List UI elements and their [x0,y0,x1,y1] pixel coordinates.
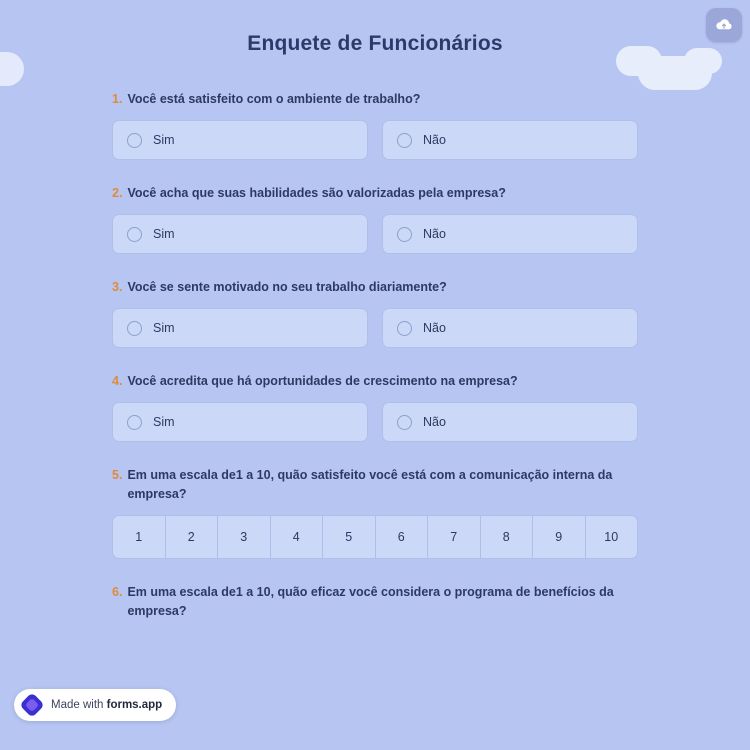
scale-cell-4[interactable]: 4 [271,516,324,558]
radio-icon[interactable] [397,321,412,336]
question-text: Você acha que suas habilidades são valorizadas pela empresa? [127,186,506,200]
scale-cell-8[interactable]: 8 [481,516,534,558]
questions-list [112,56,638,621]
option-no[interactable] [382,120,638,160]
option-no[interactable] [382,214,638,254]
scale-cell-10[interactable]: 10 [604,530,619,544]
options-row [112,402,638,442]
question-heading [112,372,638,391]
made-with-forms-app-badge[interactable] [14,689,176,721]
scale-cell-9[interactable]: 9 [533,516,586,558]
scale-cell-7[interactable]: 7 [428,516,481,558]
scale-cell-2[interactable]: 2 [166,516,219,558]
question-2 [112,184,638,254]
question-heading [112,90,638,109]
option-label: Não [423,227,446,241]
options-row [112,120,638,160]
badge-prefix: Made with [51,699,107,711]
question-number: 2. [112,186,123,200]
question-4 [112,372,638,442]
option-no[interactable] [382,308,638,348]
cloud-decoration-left [0,52,24,86]
option-label: Não [423,133,446,147]
option-yes[interactable] [112,214,368,254]
cloud-decoration-right [638,56,712,90]
question-number: 6. [112,585,123,599]
radio-icon[interactable] [397,415,412,430]
question-text: Em uma escala de1 a 10, quão eficaz você considera o programa de benefícios da empresa? [127,585,614,618]
option-label: Não [423,415,446,429]
question-text: Você acredita que há oportunidades de crescimento na empresa? [127,374,518,388]
badge-brand: forms.app [106,699,163,711]
badge-label [51,699,162,711]
cloud-upload-icon [715,18,733,32]
cloud-upload-button[interactable] [706,8,742,42]
question-5 [112,466,638,559]
page-title: Enquete de Funcionários [247,32,503,55]
options-row [112,214,638,254]
question-text: Você está satisfeito com o ambiente de trabalho? [127,92,421,106]
question-text: Você se sente motivado no seu trabalho diariamente? [127,280,447,294]
scale-cell-5[interactable]: 5 [323,516,376,558]
question-heading [112,466,638,504]
option-label: Não [423,321,446,335]
scale-cell-3[interactable]: 3 [218,516,271,558]
scale-cell-6[interactable]: 6 [376,516,429,558]
radio-icon[interactable] [397,133,412,148]
option-label: Sim [153,415,175,429]
question-heading [112,278,638,297]
options-row [112,308,638,348]
scale-options-row [112,515,638,559]
question-number: 4. [112,374,123,388]
option-label: Sim [153,321,175,335]
radio-icon[interactable] [127,321,142,336]
question-heading [112,184,638,203]
question-number: 1. [112,92,123,106]
forms-app-logo-icon [20,693,44,717]
radio-icon[interactable] [127,227,142,242]
option-label: Sim [153,133,175,147]
question-3 [112,278,638,348]
option-yes[interactable] [112,120,368,160]
radio-icon[interactable] [127,133,142,148]
option-yes[interactable] [112,402,368,442]
radio-icon[interactable] [127,415,142,430]
option-no[interactable] [382,402,638,442]
option-yes[interactable] [112,308,368,348]
option-label: Sim [153,227,175,241]
question-number: 5. [112,468,123,482]
question-heading [112,583,638,621]
question-6 [112,583,638,621]
radio-icon[interactable] [397,227,412,242]
question-text: Em uma escala de1 a 10, quão satisfeito você está com a comunicação interna da empresa? [127,468,613,501]
scale-cell-1[interactable]: 1 [113,516,166,558]
question-1 [112,90,638,160]
question-number: 3. [112,280,123,294]
